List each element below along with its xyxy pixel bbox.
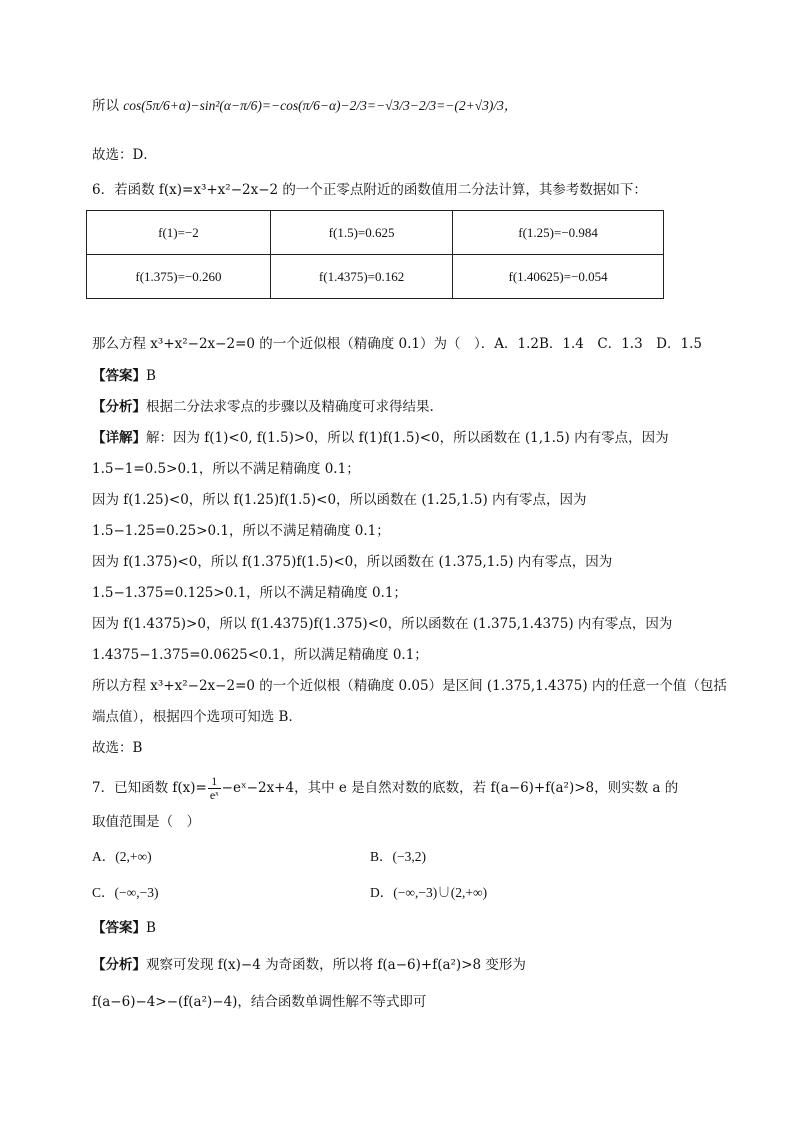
fraction-numerator: 1 [208, 775, 221, 789]
derivation-expression: cos(5π/6+α)−sin²(α−π/6)=−cos(π/6−α)−2/3=−√3/3−2/3=−(2+√3)/3， [123, 98, 518, 113]
q7-analysis-line2: f(a−6)−4>−(f(a²)−4)，结合函数单调性解不等式即可 [92, 994, 427, 1010]
table-row [87, 211, 664, 255]
q6-stem: 6．若函数 f(x)=x³+x²−2x−2 的一个正零点附近的函数值用二分法计算，其参考数据如下： [92, 182, 647, 198]
q6-detail-line: 1.5−1=0.5>0.1，所以不满足精确度 0.1； [92, 461, 360, 477]
q7-analysis [92, 955, 734, 975]
q7-option-a: A．(2,+∞) [92, 849, 152, 864]
q6-analysis [92, 397, 734, 417]
derivation-prefix: 所以 [92, 98, 119, 114]
q7-option-c: C．(−∞,−3) [92, 885, 159, 900]
q6-detail-line [92, 428, 734, 448]
fraction-denominator: eˣ [209, 788, 219, 802]
table-cell: f(1.4375)=0.162 [270, 255, 452, 299]
table-cell: f(1.5)=0.625 [270, 211, 452, 255]
analysis-text: 观察可发现 f(x)−4 为奇函数，所以将 f(a−6)+f(a²)>8 变形为 [146, 957, 526, 973]
table-cell: f(1)=−2 [87, 211, 271, 255]
q7-stem-a: 7．已知函数 f(x)= [92, 780, 207, 796]
analysis-tag: 【分析】 [92, 399, 146, 415]
table-cell: f(1.25)=−0.984 [453, 211, 664, 255]
detail-text: 解：因为 f(1)<0, f(1.5)>0，所以 f(1)f(1.5)<0，所以函数在 (1,1.5) 内有零点，因为 [146, 430, 669, 446]
q6-ask: 那么方程 x³+x²−2x−2=0 的一个近似根（精确度 0.1）为（ ）．A．1.2B．1.4 C．1.3 D．1.5 [92, 336, 702, 352]
q6-choose: 故选：B [92, 740, 143, 756]
analysis-text: 根据二分法求零点的步骤以及精确度可求得结果. [146, 399, 434, 415]
answer-value: B [146, 920, 156, 936]
q6-detail-line: 因为 f(1.25)<0，所以 f(1.25)f(1.5)<0，所以函数在 (1.25,1.5) 内有零点，因为 [92, 492, 587, 508]
answer-tag: 【答案】 [92, 368, 146, 384]
q6-detail-line: 所以方程 x³+x²−2x−2=0 的一个近似根（精确度 0.05）是区间 (1.375,1.4375) 内的任意一个值（包括 [92, 678, 727, 694]
analysis-tag: 【分析】 [92, 957, 146, 973]
q6-detail-line: 因为 f(1.4375)>0，所以 f(1.4375)f(1.375)<0，所以函数在 (1.375,1.4375) 内有零点，因为 [92, 616, 673, 632]
q6-detail-line: 1.5−1.375=0.125>0.1，所以不满足精确度 0.1； [92, 585, 407, 601]
q7-answer [92, 918, 734, 938]
table-cell: f(1.375)=−0.260 [87, 255, 271, 299]
q7-option-d: D．(−∞,−3)∪(2,+∞) [370, 885, 488, 900]
q6-detail-line: 端点值），根据四个选项可知选 B． [92, 709, 302, 725]
q6-detail-line: 因为 f(1.375)<0，所以 f(1.375)f(1.5)<0，所以函数在 (1.375,1.5) 内有零点，因为 [92, 554, 613, 570]
table-cell: f(1.40625)=−0.054 [453, 255, 664, 299]
answer-value: B [146, 368, 156, 384]
q7-option-b: B．(−3,2) [370, 849, 426, 864]
q6-reference-table [86, 210, 664, 299]
q7-stem-b: −eˣ−2x+4，其中 e 是自然对数的底数，若 f(a−6)+f(a²)>8，则实数 a 的 [221, 780, 679, 796]
table-row [87, 255, 664, 299]
q7-fraction [208, 775, 221, 802]
choice-d-line: 故选：D． [92, 147, 157, 163]
q6-detail-line: 1.4375−1.375=0.0625<0.1，所以满足精确度 0.1； [92, 647, 428, 663]
q7-stem [92, 775, 734, 802]
q6-detail-line: 1.5−1.25=0.25>0.1，所以不满足精确度 0.1； [92, 523, 390, 539]
detail-tag: 【详解】 [92, 430, 146, 446]
q6-answer [92, 366, 734, 386]
answer-tag: 【答案】 [92, 920, 146, 936]
q7-stem-c: 取值范围是（ ） [92, 814, 200, 830]
derivation-line [92, 96, 734, 116]
